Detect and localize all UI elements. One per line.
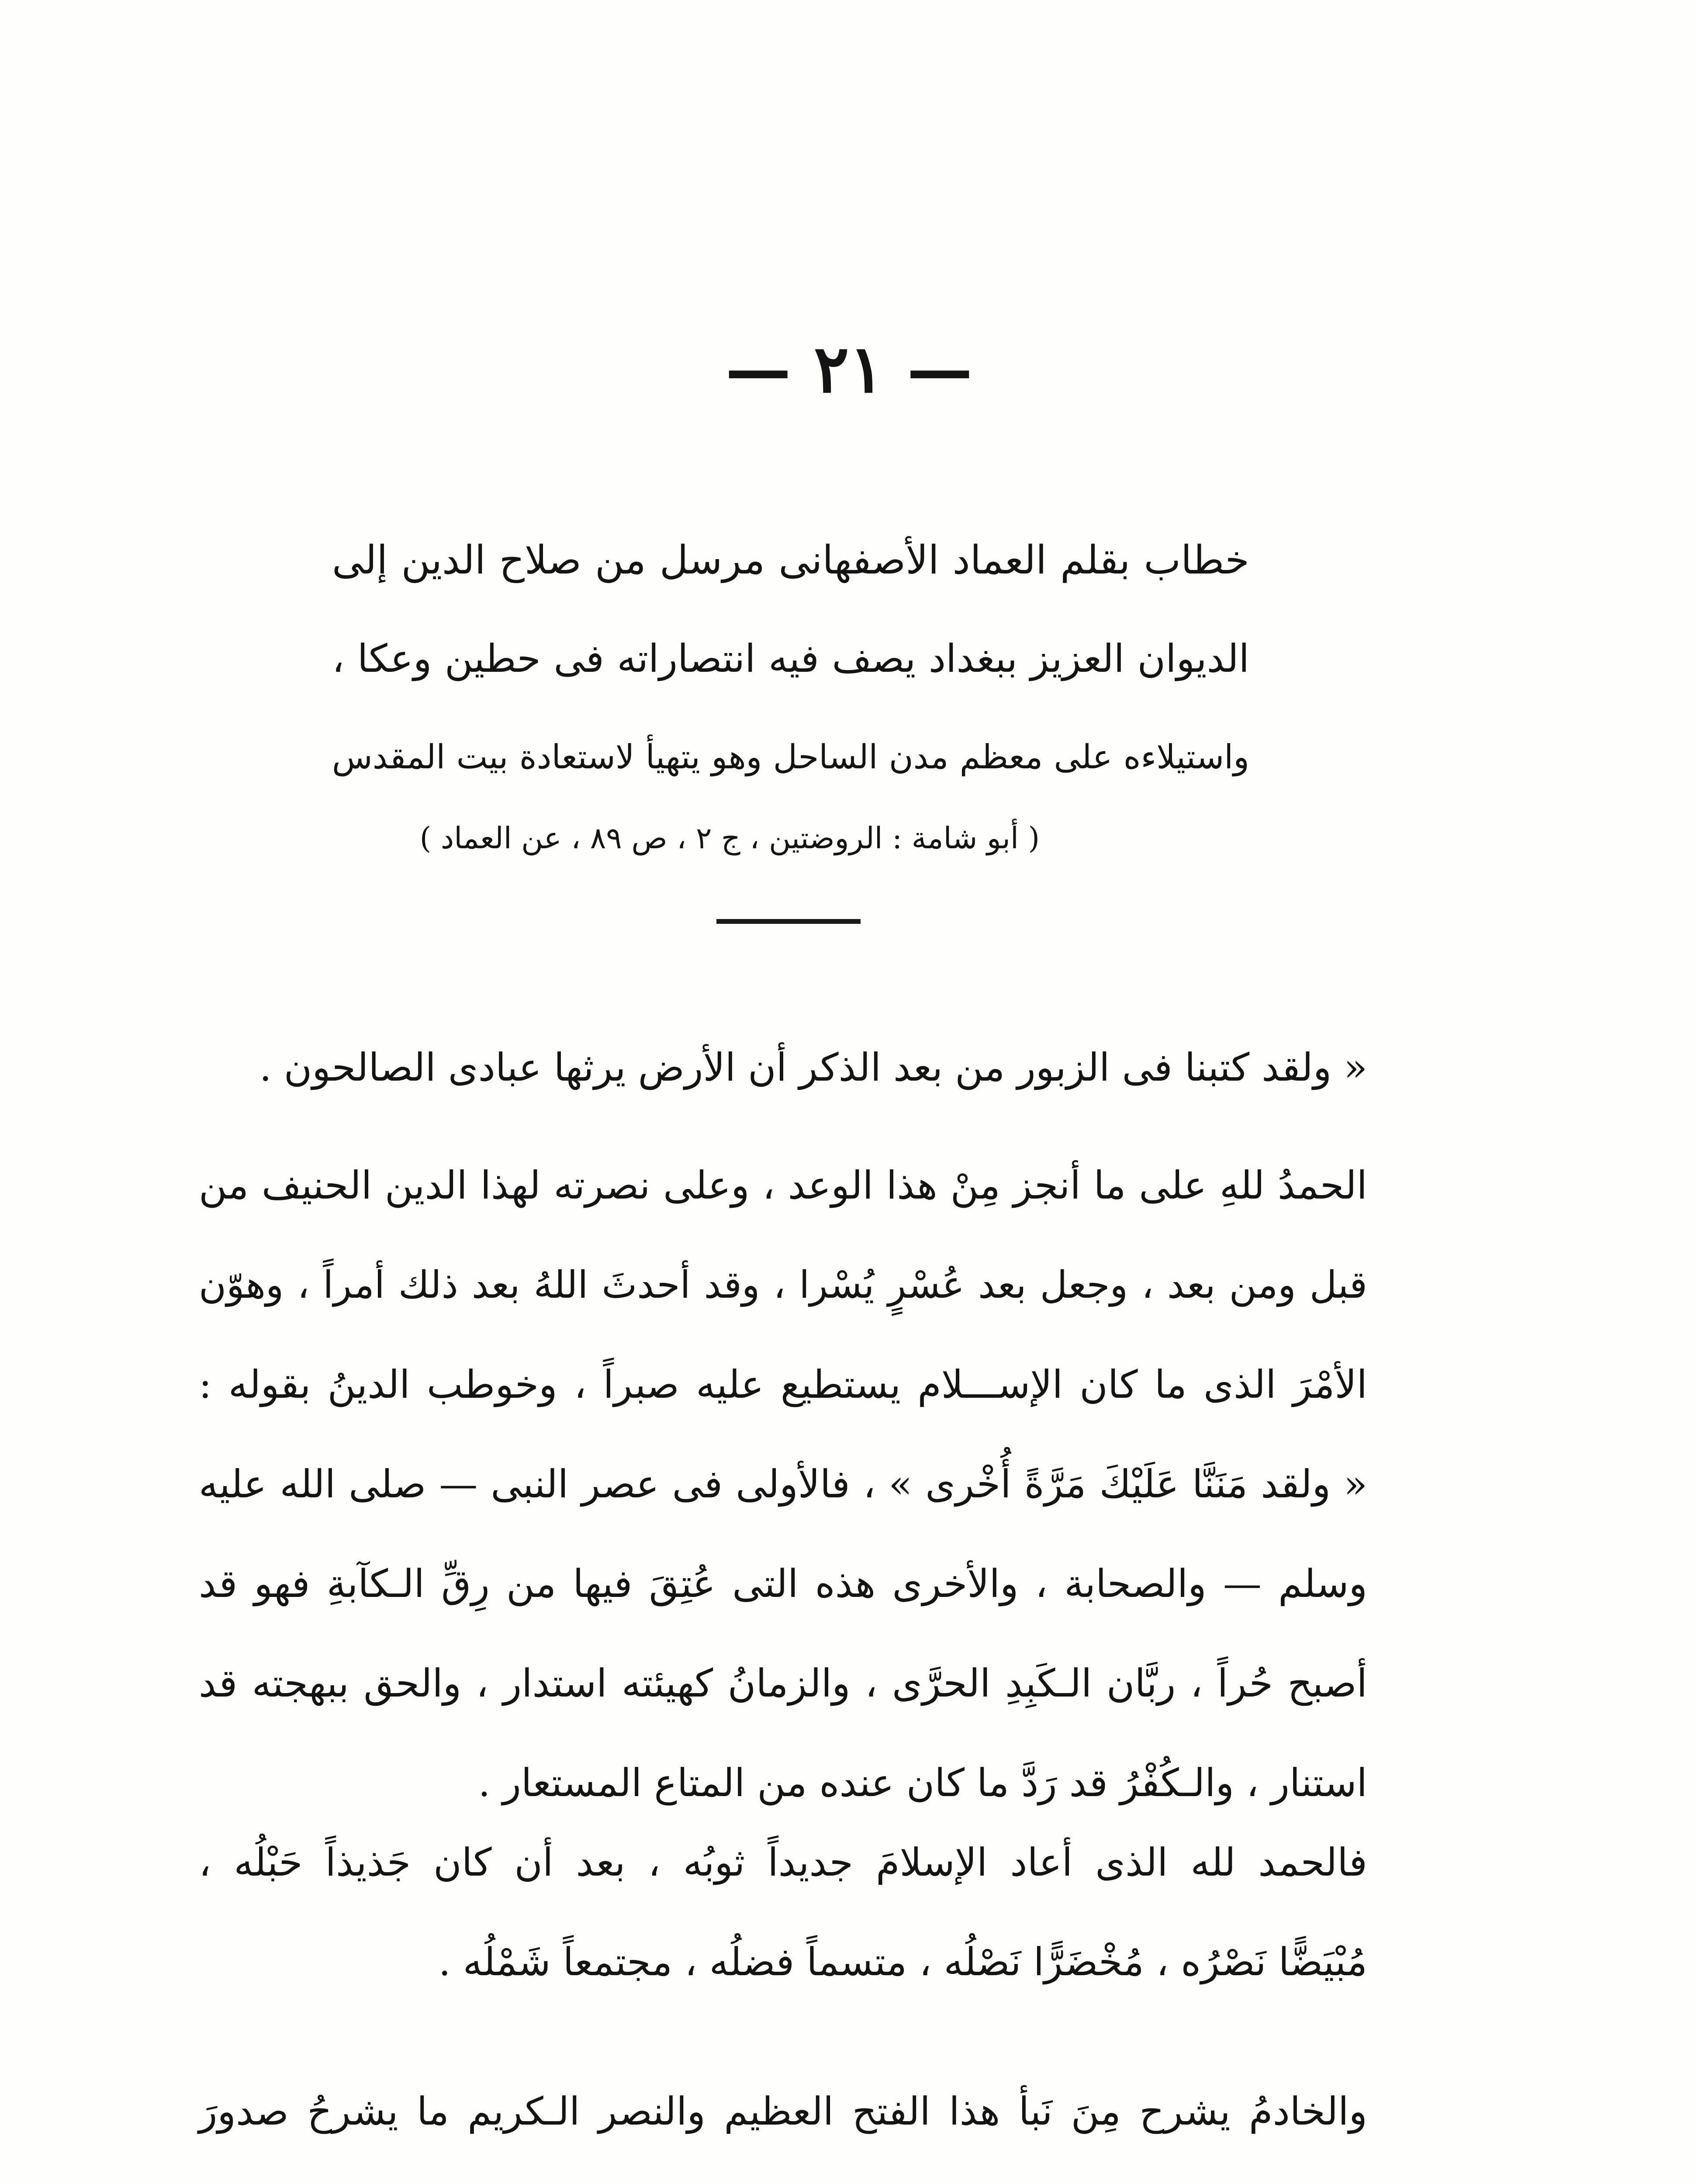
paragraph-renewal [199, 1813, 1367, 2012]
paragraph-servant [199, 2062, 1367, 2184]
letter-heading [332, 511, 1249, 806]
heading-line: واستيلاءه على معظم مدن الساحل وهو يتهيأ لاستعادة بيت المقدس [332, 737, 1249, 776]
text-line: « ولقد مَنَنَّا عَلَيْكَ مَرَّةً أُخْرى » ، فالأولى فى عصر النبى — صلى الله عليه [199, 1462, 1367, 1507]
page-number: — ٢١ — [725, 331, 973, 408]
heading-line: خطاب بقلم العماد الأصفهانى مرسل من صلاح الدين إلى [332, 537, 1249, 583]
text-line: وسلم — والصحابة ، والأخرى هذه التى عُتِقَ فيها من رِقِّ الـكآبةِ فهو قد [199, 1561, 1367, 1606]
text-line: مُبْيَضًّا نَصْرُه ، مُخْضَرًّا نَصْلُه ، متسماً فضلُه ، مجتمعاً شَمْلُه . [438, 1939, 1367, 1984]
text-line: فالحمد لله الذى أعاد الإسلامَ جديداً ثوبُه ، بعد أن كان جَذيذاً حَبْلُه ، [199, 1840, 1367, 1885]
section-divider [716, 919, 861, 924]
text-line: الحمدُ للهِ على ما أنجز مِنْ هذا الوعد ، وعلى نصرته لهذا الدين الحنيف من [199, 1163, 1367, 1208]
text-line: قبل ومن بعد ، وجعل بعد عُسْرٍ يُسْرا ، وقد أحدثَ اللهُ بعد ذلك أمراً ، وهوّن [199, 1263, 1367, 1307]
heading-line: الديوان العزيز ببغداد يصف فيه انتصاراته فى حطين وعكا ، [332, 636, 1249, 681]
text-line: أصبح حُراً ، ربَّان الـكَبِدِ الحرَّى ، والزمانُ كهيئته استدار ، والحق ببهجته قد [199, 1661, 1367, 1706]
text-line: والخادمُ يشرح مِنَ نَبأ هذا الفتح العظيم والنصر الـكريم ما يشرحُ صدورَ [199, 2089, 1367, 2134]
paragraph-praise [199, 1136, 1367, 1833]
source-citation: ( أبو شامة : الروضتين ، ج ٢ ، ص ٨٩ ، عن العماد ) [419, 821, 1040, 856]
text-line [199, 2161, 1367, 2184]
text-line: الأمْرَ الذى ما كان الإســـلام يستطيع عليه صبراً ، وخوطب الدينُ بقوله : [199, 1362, 1367, 1407]
paragraph-quran-quote [199, 1018, 1367, 1117]
text-line: « ولقد كتبنا فى الزبور من بعد الذكر أن الأرض يرثها عبادى الصالحون . [259, 1045, 1367, 1090]
text-line: استنار ، والـكُفْرُ قد رَدَّ ما كان عنده من المتاع المستعار . [478, 1760, 1367, 1805]
